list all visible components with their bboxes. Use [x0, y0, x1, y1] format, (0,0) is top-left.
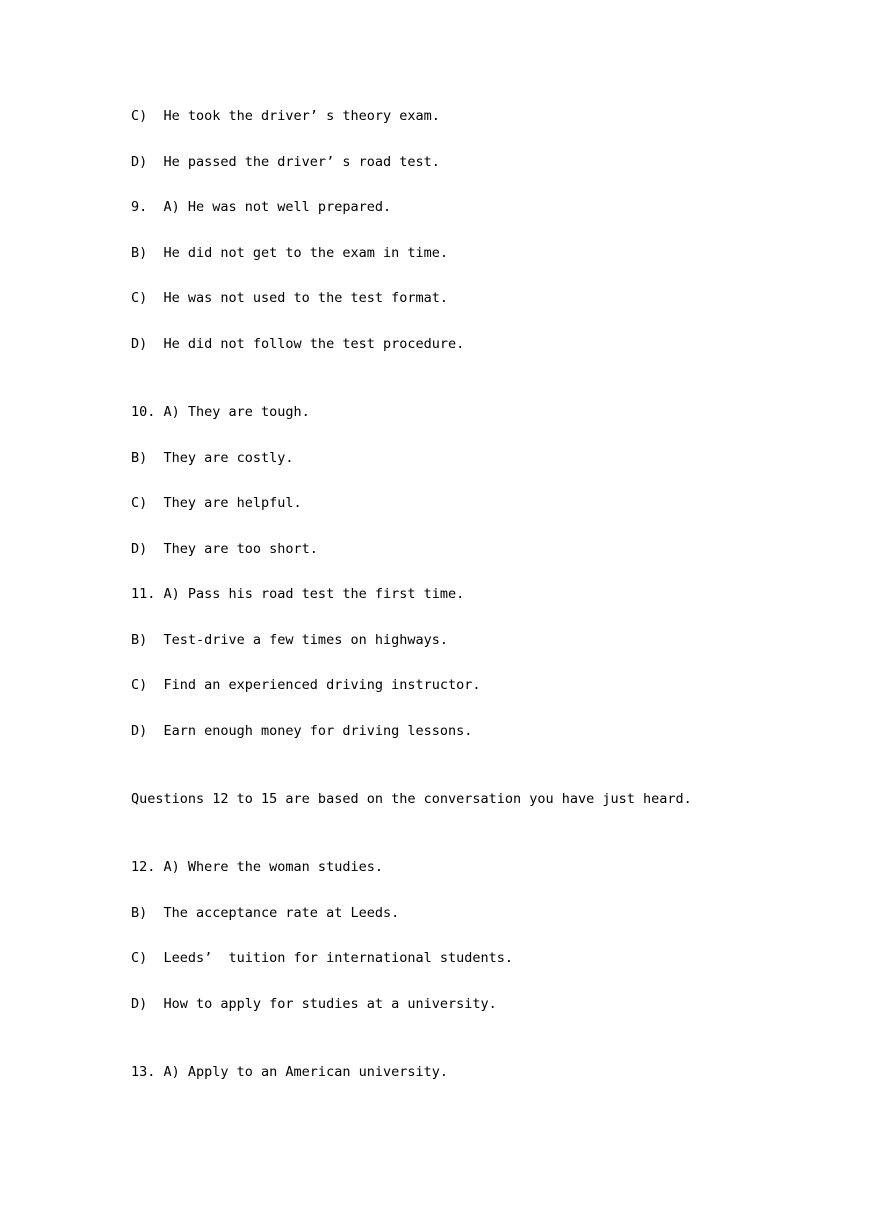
q10-option-d: D) They are too short.: [131, 541, 318, 557]
q9-option-c: C) He was not used to the test format.: [131, 290, 448, 306]
q9-option-a: 9. A) He was not well prepared.: [131, 199, 392, 215]
q12-option-a: 12. A) Where the woman studies.: [131, 859, 383, 875]
q12-option-b: B) The acceptance rate at Leeds.: [131, 905, 400, 921]
q10-option-c: C) They are helpful.: [131, 495, 302, 511]
section-instruction: Questions 12 to 15 are based on the conversation you have just heard.: [131, 791, 692, 807]
q8-option-d: D) He passed the driver’ s road test.: [131, 154, 440, 170]
q8-option-c: C) He took the driver’ s theory exam.: [131, 108, 440, 124]
q10-option-b: B) They are costly.: [131, 450, 294, 466]
q10-option-a: 10. A) They are tough.: [131, 404, 310, 420]
q12-option-d: D) How to apply for studies at a university.: [131, 996, 497, 1012]
q11-option-a: 11. A) Pass his road test the first time.: [131, 586, 465, 602]
q9-option-b: B) He did not get to the exam in time.: [131, 245, 448, 261]
q9-option-d: D) He did not follow the test procedure.: [131, 336, 465, 352]
q11-option-b: B) Test-drive a few times on highways.: [131, 632, 448, 648]
q13-option-a: 13. A) Apply to an American university.: [131, 1064, 448, 1080]
q12-option-c: C) Leeds’ tuition for international students.: [131, 950, 514, 966]
q11-option-d: D) Earn enough money for driving lessons.: [131, 723, 473, 739]
q11-option-c: C) Find an experienced driving instructor.: [131, 677, 481, 693]
